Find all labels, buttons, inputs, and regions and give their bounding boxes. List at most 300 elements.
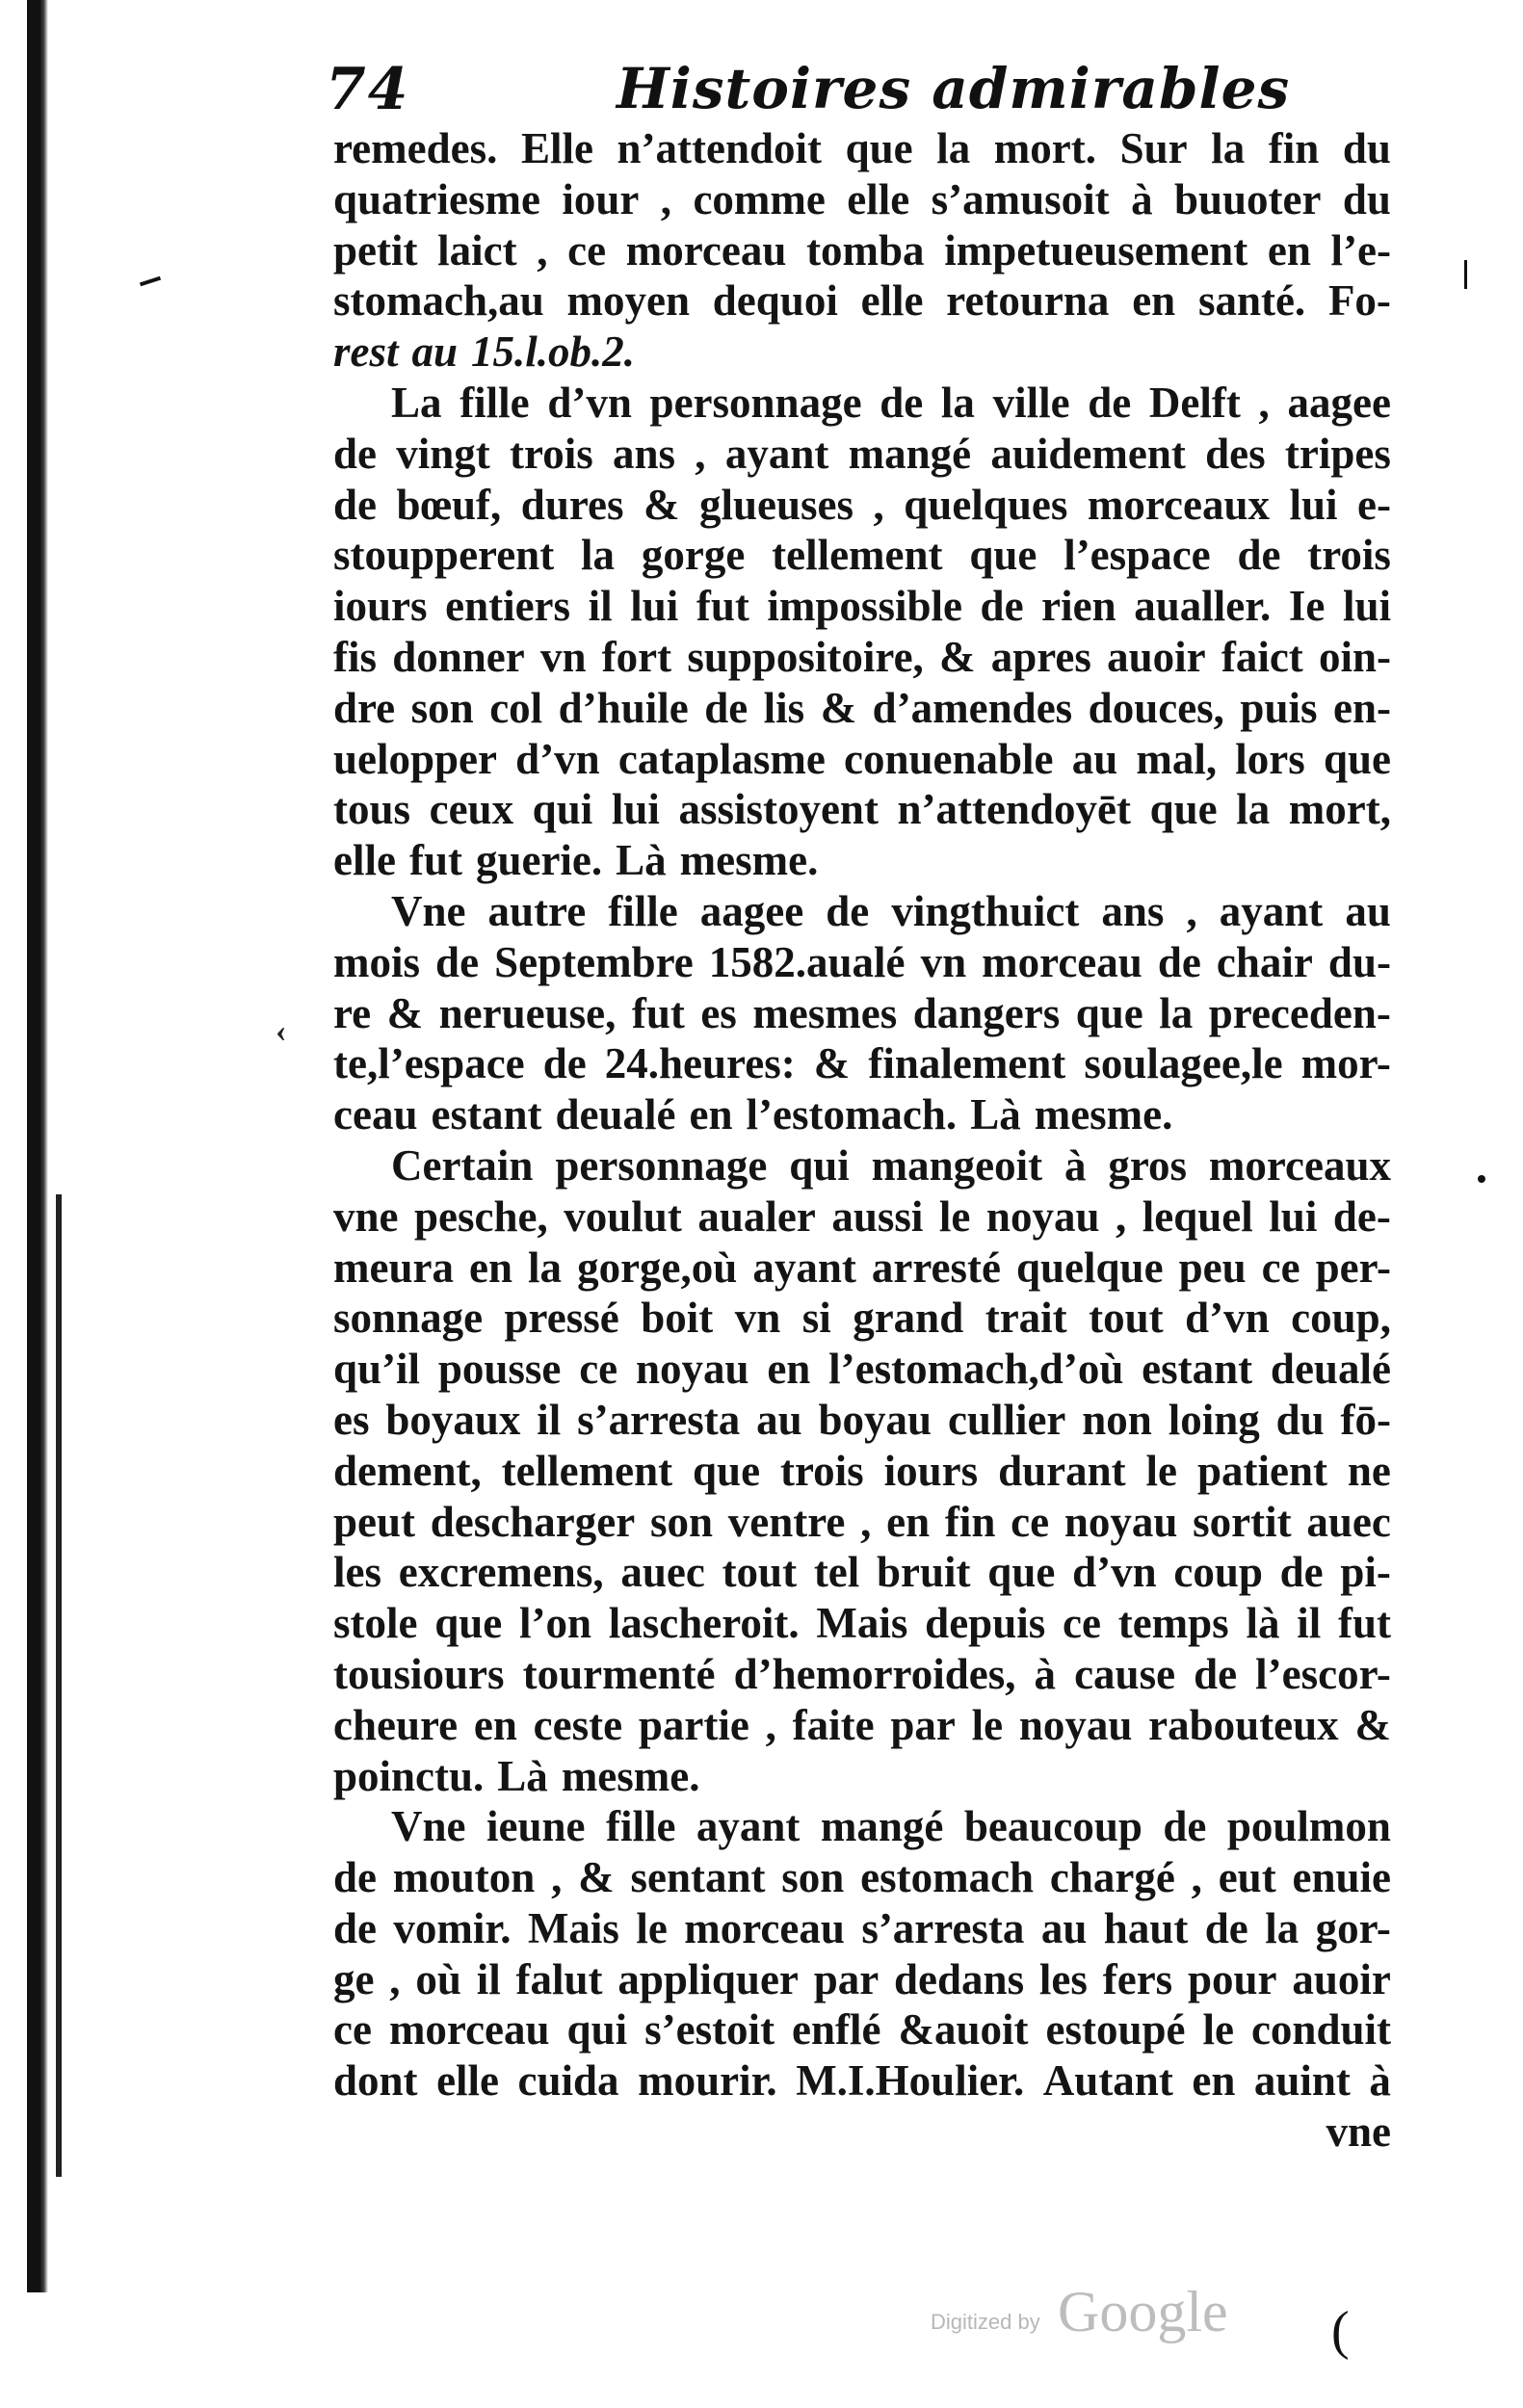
- word: qu’il: [333, 1345, 421, 1394]
- word: à: [1131, 174, 1153, 223]
- word: &: [578, 1853, 615, 1902]
- word: faite: [792, 1700, 875, 1749]
- text-line: [333, 1191, 1391, 1243]
- word: mort,: [1288, 785, 1391, 834]
- word: noyau: [635, 1345, 749, 1394]
- text-line: [333, 530, 1391, 581]
- word: de: [1237, 531, 1281, 580]
- word: dequoi: [712, 276, 838, 326]
- word: bruit: [877, 1548, 971, 1597]
- word: de: [826, 886, 870, 935]
- word: stoupperent: [333, 531, 555, 580]
- word: haut: [1103, 1903, 1189, 1952]
- word: laict: [437, 225, 517, 275]
- word: la: [1236, 785, 1271, 834]
- word: en: [1192, 2056, 1236, 2106]
- margin-angle-mark: ‹: [276, 1013, 287, 1049]
- word: du: [1275, 1395, 1325, 1444]
- word: que: [969, 531, 1037, 580]
- word: lascheroit.: [608, 1599, 800, 1648]
- word: le: [1145, 1446, 1178, 1495]
- word: ,: [695, 429, 706, 478]
- word: donner: [392, 632, 525, 681]
- text-line: [333, 123, 1391, 174]
- word: de: [1163, 1802, 1207, 1851]
- word: vn: [539, 632, 587, 681]
- word: il: [1297, 1599, 1322, 1648]
- word: mesme.: [1034, 1090, 1173, 1139]
- word: son: [781, 1853, 845, 1902]
- word: de: [1088, 378, 1132, 427]
- word: ,: [1116, 1191, 1127, 1241]
- word: 15.l.ob.2.: [471, 327, 636, 377]
- word: falut: [515, 1954, 603, 2003]
- word: morceau: [684, 1903, 845, 1952]
- word: quelques: [904, 480, 1068, 529]
- page-binding-shadow: [56, 1194, 62, 2177]
- text-line: [333, 1751, 1391, 1802]
- word: que: [434, 1599, 503, 1648]
- text-line: [333, 2055, 1391, 2107]
- word: appliquer: [617, 1954, 799, 2003]
- word: stomach,au: [333, 276, 544, 326]
- word: de: [1194, 1649, 1238, 1698]
- word: coup: [1173, 1548, 1263, 1597]
- word: lui: [630, 582, 679, 631]
- word: la: [940, 378, 975, 427]
- word: assistoyent: [678, 785, 879, 834]
- running-title: Histoires admirables: [617, 56, 1291, 121]
- word: chair: [1216, 937, 1313, 986]
- word: quatriesme: [333, 174, 540, 223]
- word: d’vn: [515, 734, 600, 783]
- word: excremens,: [398, 1548, 604, 1597]
- word: autre: [487, 886, 587, 935]
- word: grand: [853, 1294, 964, 1343]
- word: sentant: [630, 1853, 766, 1902]
- word: mangeoit: [871, 1140, 1043, 1190]
- word: morceaux: [1208, 1140, 1391, 1190]
- word: tel: [813, 1548, 860, 1597]
- word: l’estomach,d’où: [828, 1345, 1124, 1394]
- word: morceau: [982, 937, 1142, 986]
- word: trois: [510, 429, 593, 478]
- page-binding-edge: [27, 0, 48, 2292]
- word: d’vn: [1185, 1294, 1270, 1343]
- word: l’espace: [1063, 531, 1211, 580]
- word: que: [1323, 734, 1391, 783]
- word: son: [410, 683, 474, 732]
- corner-mark: (: [1331, 2301, 1350, 2361]
- word: elle: [436, 2056, 500, 2106]
- word: à: [1034, 1649, 1057, 1698]
- text-line: [333, 835, 1391, 886]
- word: comme: [693, 174, 826, 223]
- word: que: [1075, 988, 1143, 1037]
- word: dangers: [912, 988, 1061, 1037]
- word: vingt: [396, 429, 490, 478]
- word: &: [820, 683, 857, 732]
- word: cheure: [333, 1700, 459, 1749]
- text-line: [333, 1038, 1391, 1089]
- word: de: [980, 582, 1024, 631]
- text-line: [333, 1547, 1391, 1598]
- word: tout: [1089, 1294, 1164, 1343]
- word: boit: [641, 1294, 714, 1343]
- word: dures: [520, 480, 624, 529]
- word: gros: [1108, 1140, 1188, 1190]
- word: lui: [611, 785, 660, 834]
- word: fut: [696, 582, 749, 631]
- word: mangé: [848, 429, 972, 478]
- word: s’arresta: [577, 1395, 741, 1444]
- word: en: [469, 1243, 512, 1292]
- word: mesmes: [752, 988, 898, 1037]
- text-block: [333, 123, 1391, 2158]
- word: mort.: [993, 124, 1096, 172]
- word: Delft: [1148, 378, 1241, 427]
- word: fille: [460, 378, 530, 427]
- text-line: [333, 886, 1391, 937]
- word: de: [880, 378, 924, 427]
- word: gorge,où: [577, 1243, 738, 1292]
- text-line: [333, 2004, 1391, 2055]
- word: iour: [562, 174, 640, 223]
- word: es: [700, 988, 737, 1037]
- text-line: [333, 1497, 1391, 1548]
- word: à: [1063, 1140, 1087, 1190]
- word: de: [1279, 1548, 1324, 1597]
- word: e-: [1357, 480, 1391, 529]
- word: qui: [532, 785, 593, 834]
- word: peu: [1178, 1243, 1247, 1292]
- word: fers: [1102, 1954, 1173, 2003]
- word: au: [1345, 886, 1391, 935]
- word: trois: [1307, 531, 1391, 580]
- word: &: [939, 632, 976, 681]
- text-line: [333, 988, 1391, 1039]
- word: dre: [333, 683, 396, 732]
- word: s’estoit: [644, 2005, 775, 2055]
- word: ayant: [696, 1802, 801, 1851]
- word: tout: [722, 1548, 798, 1597]
- text-line: [333, 1954, 1391, 2005]
- text-line: [333, 480, 1391, 531]
- word: en: [767, 1345, 811, 1394]
- word: n’attendoyēt: [897, 785, 1131, 834]
- word: s’amusoit: [931, 174, 1110, 223]
- word: tellement: [772, 531, 943, 580]
- word: en: [1267, 225, 1311, 275]
- word: iours: [883, 1446, 979, 1495]
- word: elle: [860, 276, 924, 326]
- word: durant: [998, 1446, 1126, 1495]
- word: pour: [1188, 1954, 1277, 2003]
- word: des: [1205, 429, 1266, 478]
- word: ce: [1063, 1599, 1101, 1648]
- word: que: [987, 1548, 1056, 1597]
- word: de: [704, 683, 748, 732]
- word: deualé: [1270, 1345, 1391, 1394]
- word: Elle: [520, 124, 593, 172]
- word: mouton: [392, 1853, 536, 1902]
- word: le: [636, 1903, 668, 1952]
- word: meura: [333, 1243, 454, 1292]
- word: Là: [616, 836, 667, 885]
- text-line: [333, 327, 1391, 378]
- word: ,: [860, 1497, 872, 1546]
- word: pi-: [1340, 1548, 1391, 1597]
- word: tourmenté: [522, 1649, 716, 1698]
- word: 1582.aualé: [708, 937, 906, 986]
- word: &auoit: [898, 2005, 1029, 2055]
- word: aussi: [831, 1191, 924, 1241]
- word: fort: [601, 632, 672, 681]
- word: l’e-: [1330, 225, 1391, 275]
- word: eut: [1218, 1853, 1276, 1902]
- word: Ie: [1288, 582, 1326, 631]
- margin-tick: [1464, 260, 1467, 289]
- word: entiers: [445, 582, 571, 631]
- word: de-: [1332, 1191, 1391, 1241]
- word: vingthuict: [891, 886, 1080, 935]
- word: la: [1265, 1903, 1300, 1952]
- word: sortit: [1193, 1497, 1292, 1546]
- word: n’attendoit: [617, 124, 823, 172]
- word: aualler.: [1134, 582, 1272, 631]
- text-line: [333, 632, 1391, 683]
- word: ,: [1191, 1853, 1202, 1902]
- word: ieune: [486, 1802, 586, 1851]
- word: patient: [1196, 1446, 1327, 1495]
- word: &: [1354, 1700, 1391, 1749]
- word: auoir: [1292, 1954, 1391, 2003]
- word: ,: [660, 174, 672, 223]
- word: impetueusement: [944, 225, 1248, 275]
- word: te,l’espace: [333, 1039, 525, 1088]
- word: de: [1157, 937, 1201, 986]
- word: il: [537, 1395, 562, 1444]
- word: trois: [780, 1446, 864, 1495]
- word: en: [689, 1090, 733, 1139]
- word: pousse: [437, 1345, 562, 1394]
- word: ,: [389, 1954, 401, 2003]
- word: lui: [1269, 1191, 1318, 1241]
- word: col: [489, 683, 543, 732]
- word: fille: [605, 1802, 676, 1851]
- word: suppositoire,: [687, 632, 924, 681]
- word: loing: [1168, 1395, 1260, 1444]
- word: ,: [873, 480, 884, 529]
- word: 24.heures:: [604, 1039, 796, 1088]
- word: ayant: [752, 1243, 856, 1292]
- word: Mais: [816, 1599, 908, 1648]
- word: mesme.: [561, 1751, 700, 1800]
- word: la: [528, 1243, 563, 1292]
- word: Vne: [391, 1802, 466, 1851]
- word: par: [813, 1954, 880, 2003]
- word: elle: [847, 174, 910, 223]
- word: du: [1342, 174, 1391, 223]
- word: fō-: [1340, 1395, 1391, 1444]
- word: du-: [1327, 937, 1391, 986]
- word: ayant: [724, 429, 829, 478]
- word: morceau: [625, 225, 787, 275]
- word: Vne: [391, 886, 466, 935]
- word: de: [333, 1903, 377, 1952]
- word: auoir: [1107, 632, 1206, 681]
- word: non: [1082, 1395, 1152, 1444]
- word: la: [936, 124, 971, 172]
- word: le: [971, 1700, 1004, 1749]
- word: dement,: [333, 1446, 482, 1495]
- word: ce: [579, 1345, 618, 1394]
- text-line: [333, 1801, 1391, 1852]
- word: uelopper: [333, 734, 498, 783]
- word: La: [391, 378, 442, 427]
- word: que: [693, 1446, 761, 1495]
- word: cuida: [517, 2056, 619, 2106]
- word: guerie.: [475, 836, 603, 885]
- word: oin-: [1318, 632, 1391, 681]
- word: que: [845, 124, 913, 172]
- word: les: [1038, 1954, 1088, 2003]
- word: ne: [1347, 1446, 1391, 1495]
- word: ce: [1261, 1243, 1300, 1292]
- word: Fo-: [1327, 276, 1391, 326]
- word: soulagee,le: [1084, 1039, 1283, 1088]
- word: à: [1369, 2056, 1391, 2106]
- word: cataplasme: [617, 734, 826, 783]
- word: arresté: [871, 1243, 1001, 1292]
- word: poinctu.: [333, 1751, 485, 1800]
- word: tellement: [501, 1446, 673, 1495]
- word: ce: [1011, 1497, 1050, 1546]
- word: vne: [333, 1191, 399, 1241]
- word: preceden-: [1208, 988, 1391, 1037]
- text-line: [333, 1344, 1391, 1395]
- word: personnage: [555, 1140, 768, 1190]
- word: lui: [1342, 582, 1391, 631]
- word: puis: [1240, 683, 1318, 732]
- word: les: [333, 1548, 381, 1597]
- text-line: [333, 1089, 1391, 1140]
- word: au: [411, 327, 459, 377]
- word: re: [333, 988, 372, 1037]
- word: dedans: [894, 1954, 1025, 2003]
- word: en: [1132, 276, 1176, 326]
- word: fis: [333, 632, 377, 681]
- text-line: [333, 225, 1391, 276]
- word: lui: [1289, 480, 1338, 529]
- word: per-: [1315, 1243, 1391, 1292]
- text-line: [333, 1243, 1391, 1294]
- text-line: [333, 1140, 1391, 1191]
- word: ans: [1101, 886, 1165, 935]
- word: &: [643, 480, 680, 529]
- text-line: [333, 784, 1391, 835]
- text-line: [333, 275, 1391, 327]
- word: son: [649, 1497, 713, 1546]
- word: &: [386, 988, 424, 1037]
- text-line: [333, 734, 1391, 785]
- word: de: [435, 937, 480, 986]
- text-line: [333, 174, 1391, 225]
- word: Là: [970, 1090, 1021, 1139]
- word: Autant: [1042, 2056, 1173, 2106]
- word: auint: [1253, 2056, 1351, 2106]
- word: de: [1204, 1903, 1248, 1952]
- word: fin: [944, 1497, 996, 1546]
- word: ,: [537, 225, 548, 275]
- word: poulmon: [1226, 1802, 1391, 1851]
- word: l’escor-: [1255, 1649, 1391, 1698]
- word: nerueuse,: [438, 988, 617, 1037]
- word: Septembre: [494, 937, 694, 986]
- word: aagee: [699, 886, 804, 935]
- word: tripes: [1284, 429, 1391, 478]
- word: retourna: [946, 276, 1110, 326]
- word: petit: [333, 225, 418, 275]
- page-header: [326, 56, 1366, 133]
- word: s’arresta: [861, 1903, 1025, 1952]
- word: d’vn: [547, 378, 632, 427]
- text-line: [333, 1903, 1391, 1954]
- word: ayant: [1219, 886, 1324, 935]
- word: ceau: [333, 1090, 418, 1139]
- word: estant: [1142, 1345, 1253, 1394]
- word: auidement: [990, 429, 1186, 478]
- word: finalement: [868, 1039, 1066, 1088]
- word: rien: [1041, 582, 1116, 631]
- word: aagee: [1287, 378, 1391, 427]
- word: personnage: [649, 378, 862, 427]
- word: auec: [1306, 1497, 1391, 1546]
- text-line: [333, 429, 1391, 480]
- word: lequel: [1142, 1191, 1253, 1241]
- text-line: [333, 581, 1391, 632]
- word: au: [1071, 734, 1118, 783]
- word: M.I.Houlier.: [796, 2056, 1025, 2106]
- word: ,: [765, 1700, 776, 1749]
- word: estomach: [860, 1853, 1035, 1902]
- word: mal,: [1136, 734, 1218, 783]
- word: impossible: [767, 582, 962, 631]
- word: de: [542, 1039, 587, 1088]
- word: trait: [985, 1294, 1067, 1343]
- text-line: [333, 683, 1391, 734]
- word: morceaux: [1087, 480, 1270, 529]
- word: ceste: [533, 1700, 623, 1749]
- word: sonnage: [333, 1294, 484, 1343]
- word: il: [476, 1954, 501, 2003]
- word: noyau: [1063, 1497, 1178, 1546]
- word: en: [886, 1497, 931, 1546]
- word: Sur: [1119, 124, 1188, 172]
- word: douces,: [1088, 683, 1224, 732]
- word: qui: [566, 2005, 628, 2055]
- text-line: [333, 1446, 1391, 1497]
- word: que: [1149, 785, 1218, 834]
- word: descharger: [430, 1497, 636, 1546]
- word: lors: [1235, 734, 1305, 783]
- text-line: [333, 1649, 1391, 1700]
- word: là: [1246, 1599, 1280, 1648]
- word: enflé: [792, 2005, 881, 2055]
- word: iours: [333, 582, 428, 631]
- word: fut: [1337, 1599, 1391, 1648]
- text-line: [333, 1598, 1391, 1649]
